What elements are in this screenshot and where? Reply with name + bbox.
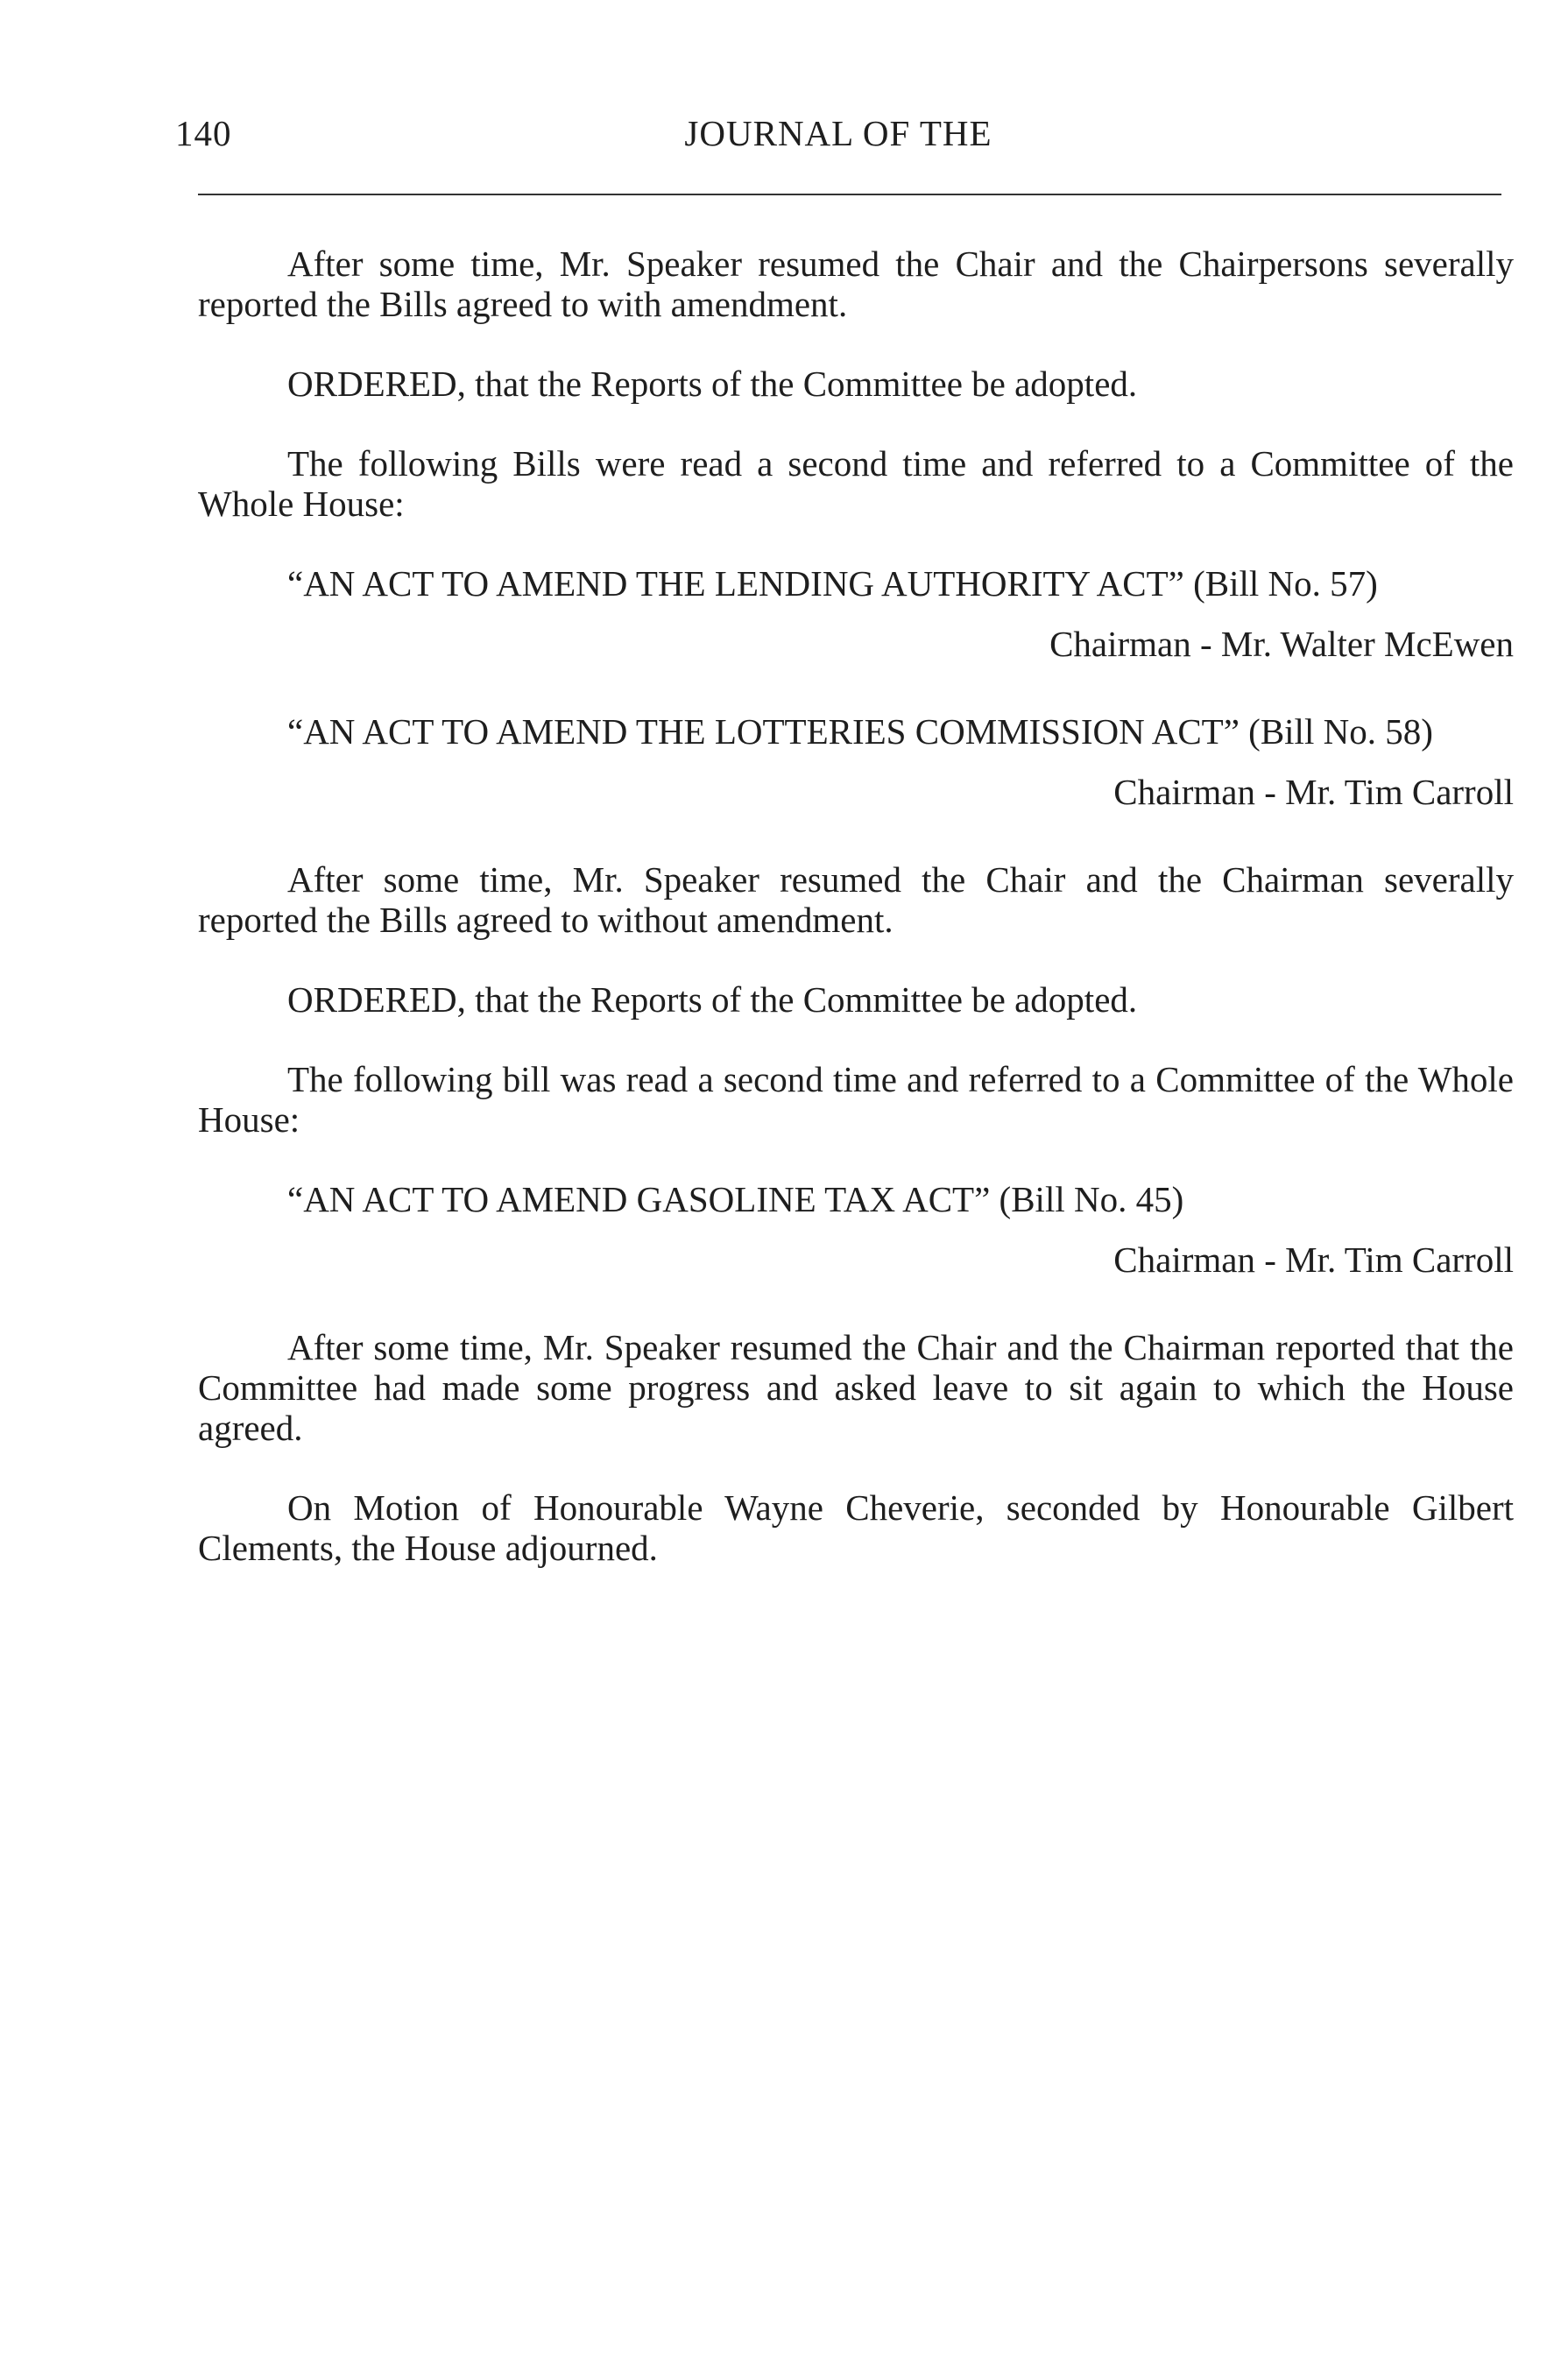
paragraph-chair-resumed-without-amendment: After some time, Mr. Speaker resumed the Chair and the Chairman severally reported the Bills agreed to without amendment. — [198, 859, 1514, 940]
paragraph-house-adjourned: On Motion of Honourable Wayne Cheverie, seconded by Honourable Gilbert Clements, the House adjourned. — [198, 1487, 1514, 1568]
chairman-line-carroll: Chairman - Mr. Tim Carroll — [1113, 772, 1514, 812]
paragraph-ordered-reports-adopted: ORDERED, that the Reports of the Committee be adopted. — [287, 364, 1138, 404]
paragraph-committee-progress: After some time, Mr. Speaker resumed the Chair and the Chairman reported that the Committee had made some progress and asked leave to sit again to which the House agreed. — [198, 1327, 1514, 1448]
bill-title-lending-authority: “AN ACT TO AMEND THE LENDING AUTHORITY ACT” (Bill No. 57) — [287, 563, 1378, 604]
chairman-line-mcewen: Chairman - Mr. Walter McEwen — [1049, 624, 1514, 664]
paragraph-bill-second-reading: The following bill was read a second time and referred to a Committee of the Whole House: — [198, 1059, 1514, 1140]
header-rule — [198, 194, 1501, 195]
journal-body — [198, 244, 1514, 1568]
running-title: JOURNAL OF THE — [684, 113, 992, 153]
bill-title-gasoline-tax: “AN ACT TO AMEND GASOLINE TAX ACT” (Bill No. 45) — [287, 1179, 1184, 1219]
chairman-line-carroll-second: Chairman - Mr. Tim Carroll — [1113, 1239, 1514, 1280]
page-number: 140 — [175, 113, 232, 153]
bill-title-lotteries-commission: “AN ACT TO AMEND THE LOTTERIES COMMISSION ACT” (Bill No. 58) — [287, 711, 1433, 752]
page-header — [175, 112, 1501, 165]
paragraph-bills-second-reading: The following Bills were read a second time and referred to a Committee of the Whole House: — [198, 443, 1514, 524]
paragraph-chair-resumed-amendment: After some time, Mr. Speaker resumed the Chair and the Chairpersons severally reported the Bills agreed to with amendment. — [198, 244, 1514, 324]
paragraph-ordered-reports-adopted-second: ORDERED, that the Reports of the Committee be adopted. — [287, 979, 1138, 1020]
